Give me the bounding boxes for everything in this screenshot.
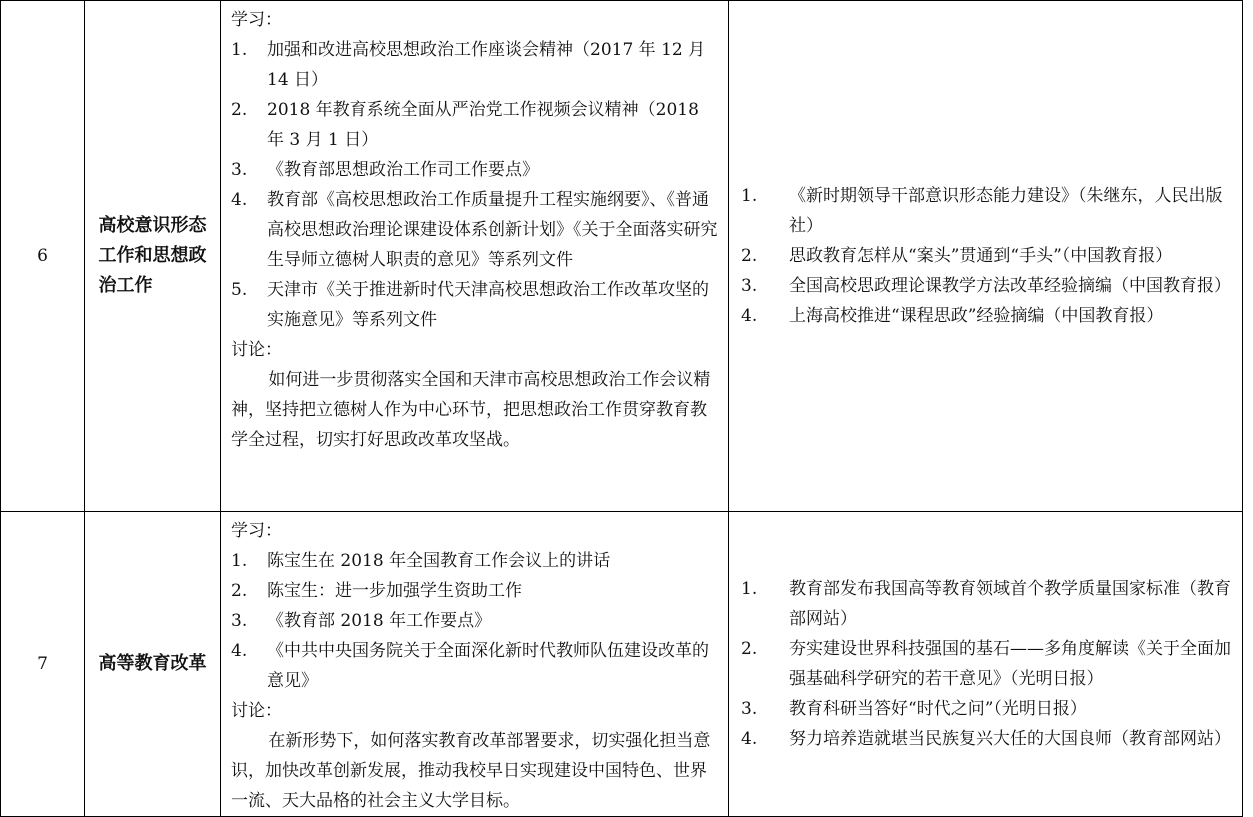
row-number: 6 xyxy=(1,1,85,512)
study-item xyxy=(231,636,720,696)
item-number: 1. xyxy=(231,40,248,60)
item-number: 2. xyxy=(741,639,758,659)
reading-cell xyxy=(729,1,1243,512)
item-number: 4. xyxy=(741,306,758,326)
item-text: 教育科研当答好“时代之问”（光明日报） xyxy=(789,699,1087,719)
study-item xyxy=(231,155,720,185)
discuss-text: 在新形势下，如何落实教育改革部署要求，切实强化担当意识，加快改革创新发展，推动我校早日实现建设中国特色、世界一流、天大品格的社会主义大学目标。 xyxy=(231,731,711,811)
item-text: 努力培养造就堪当民族复兴大任的大国良师（教育部网站） xyxy=(789,729,1231,749)
item-number: 4. xyxy=(741,729,758,749)
study-item xyxy=(231,275,720,335)
study-item xyxy=(231,95,720,155)
study-cell xyxy=(221,1,729,512)
item-text: 陈宝生：进一步加强学生资助工作 xyxy=(267,581,522,601)
item-text: 教育部《高校思想政治工作质量提升工程实施纲要》、《普通高校思想政治理论课建设体系创新计划》《关于全面落实研究生导师立德树人职责的意见》等系列文件 xyxy=(267,190,718,270)
row-number: 7 xyxy=(1,512,85,817)
reading-item xyxy=(739,724,1232,754)
item-number: 1. xyxy=(231,551,248,571)
item-text: 上海高校推进“课程思政”经验摘编（中国教育报） xyxy=(789,306,1164,326)
reading-item xyxy=(739,634,1232,694)
item-text: 2018 年教育系统全面从严治党工作视频会议精神（2018 年 3 月 1 日） xyxy=(267,100,699,150)
item-text: 《中共中央国务院关于全面深化新时代教师队伍建设改革的意见》 xyxy=(267,641,709,691)
topic-cell xyxy=(85,512,221,817)
reading-item xyxy=(739,301,1232,331)
reading-item xyxy=(739,181,1232,241)
item-text: 夯实建设世界科技强国的基石——多角度解读《关于全面加强基础科学研究的若干意见》（光明日报） xyxy=(789,639,1231,689)
study-item xyxy=(231,35,720,95)
study-item xyxy=(231,576,720,606)
table-row xyxy=(1,1,1243,512)
item-text: 《新时期领导干部意识形态能力建设》（朱继东，人民出版社） xyxy=(789,186,1223,236)
item-text: 全国高校思政理论课教学方法改革经验摘编（中国教育报） xyxy=(789,276,1231,296)
study-heading: 学习： xyxy=(231,10,282,30)
study-item xyxy=(231,185,720,275)
item-text: 加强和改进高校思想政治工作座谈会精神（2017 年 12 月 14 日） xyxy=(267,40,706,90)
study-cell xyxy=(221,512,729,817)
reading-cell xyxy=(729,512,1243,817)
study-item xyxy=(231,606,720,636)
table-row xyxy=(1,512,1243,817)
item-text: 《教育部 2018 年工作要点》 xyxy=(267,611,492,631)
discuss-heading: 讨论： xyxy=(231,340,282,360)
study-heading: 学习： xyxy=(231,521,282,541)
item-number: 3. xyxy=(741,276,758,296)
item-text: 陈宝生在 2018 年全国教育工作会议上的讲话 xyxy=(267,551,611,571)
item-number: 2. xyxy=(231,581,248,601)
item-text: 《教育部思想政治工作司工作要点》 xyxy=(267,160,539,180)
item-number: 3. xyxy=(231,160,248,180)
study-item xyxy=(231,546,720,576)
item-number: 4. xyxy=(231,641,248,661)
item-number: 3. xyxy=(741,699,758,719)
reading-item xyxy=(739,241,1232,271)
item-text: 天津市《关于推进新时代天津高校思想政治工作改革攻坚的实施意见》等系列文件 xyxy=(267,280,709,330)
item-number: 2. xyxy=(741,246,758,266)
item-text: 思政教育怎样从“案头”贯通到“手头”（中国教育报） xyxy=(789,246,1173,266)
discuss-text: 如何进一步贯彻落实全国和天津市高校思想政治工作会议精神，坚持把立德树人作为中心环节，把思想政治工作贯穿教育教学全过程，切实打好思政改革攻坚战。 xyxy=(231,370,711,450)
item-number: 1. xyxy=(741,186,758,206)
item-number: 2. xyxy=(231,100,248,120)
item-text: 教育部发布我国高等教育领域首个教学质量国家标准（教育部网站） xyxy=(789,579,1231,629)
topic-cell xyxy=(85,1,221,512)
discuss-heading: 讨论： xyxy=(231,701,282,721)
reading-item xyxy=(739,271,1232,301)
item-number: 3. xyxy=(231,611,248,631)
topic-title: 高等教育改革 xyxy=(98,653,207,674)
item-number: 1. xyxy=(741,579,758,599)
reading-item xyxy=(739,574,1232,634)
item-number: 4. xyxy=(231,190,248,210)
topic-title: 高校意识形态工作和思想政治工作 xyxy=(98,215,207,296)
item-number: 5. xyxy=(231,280,248,300)
reading-item xyxy=(739,694,1232,724)
